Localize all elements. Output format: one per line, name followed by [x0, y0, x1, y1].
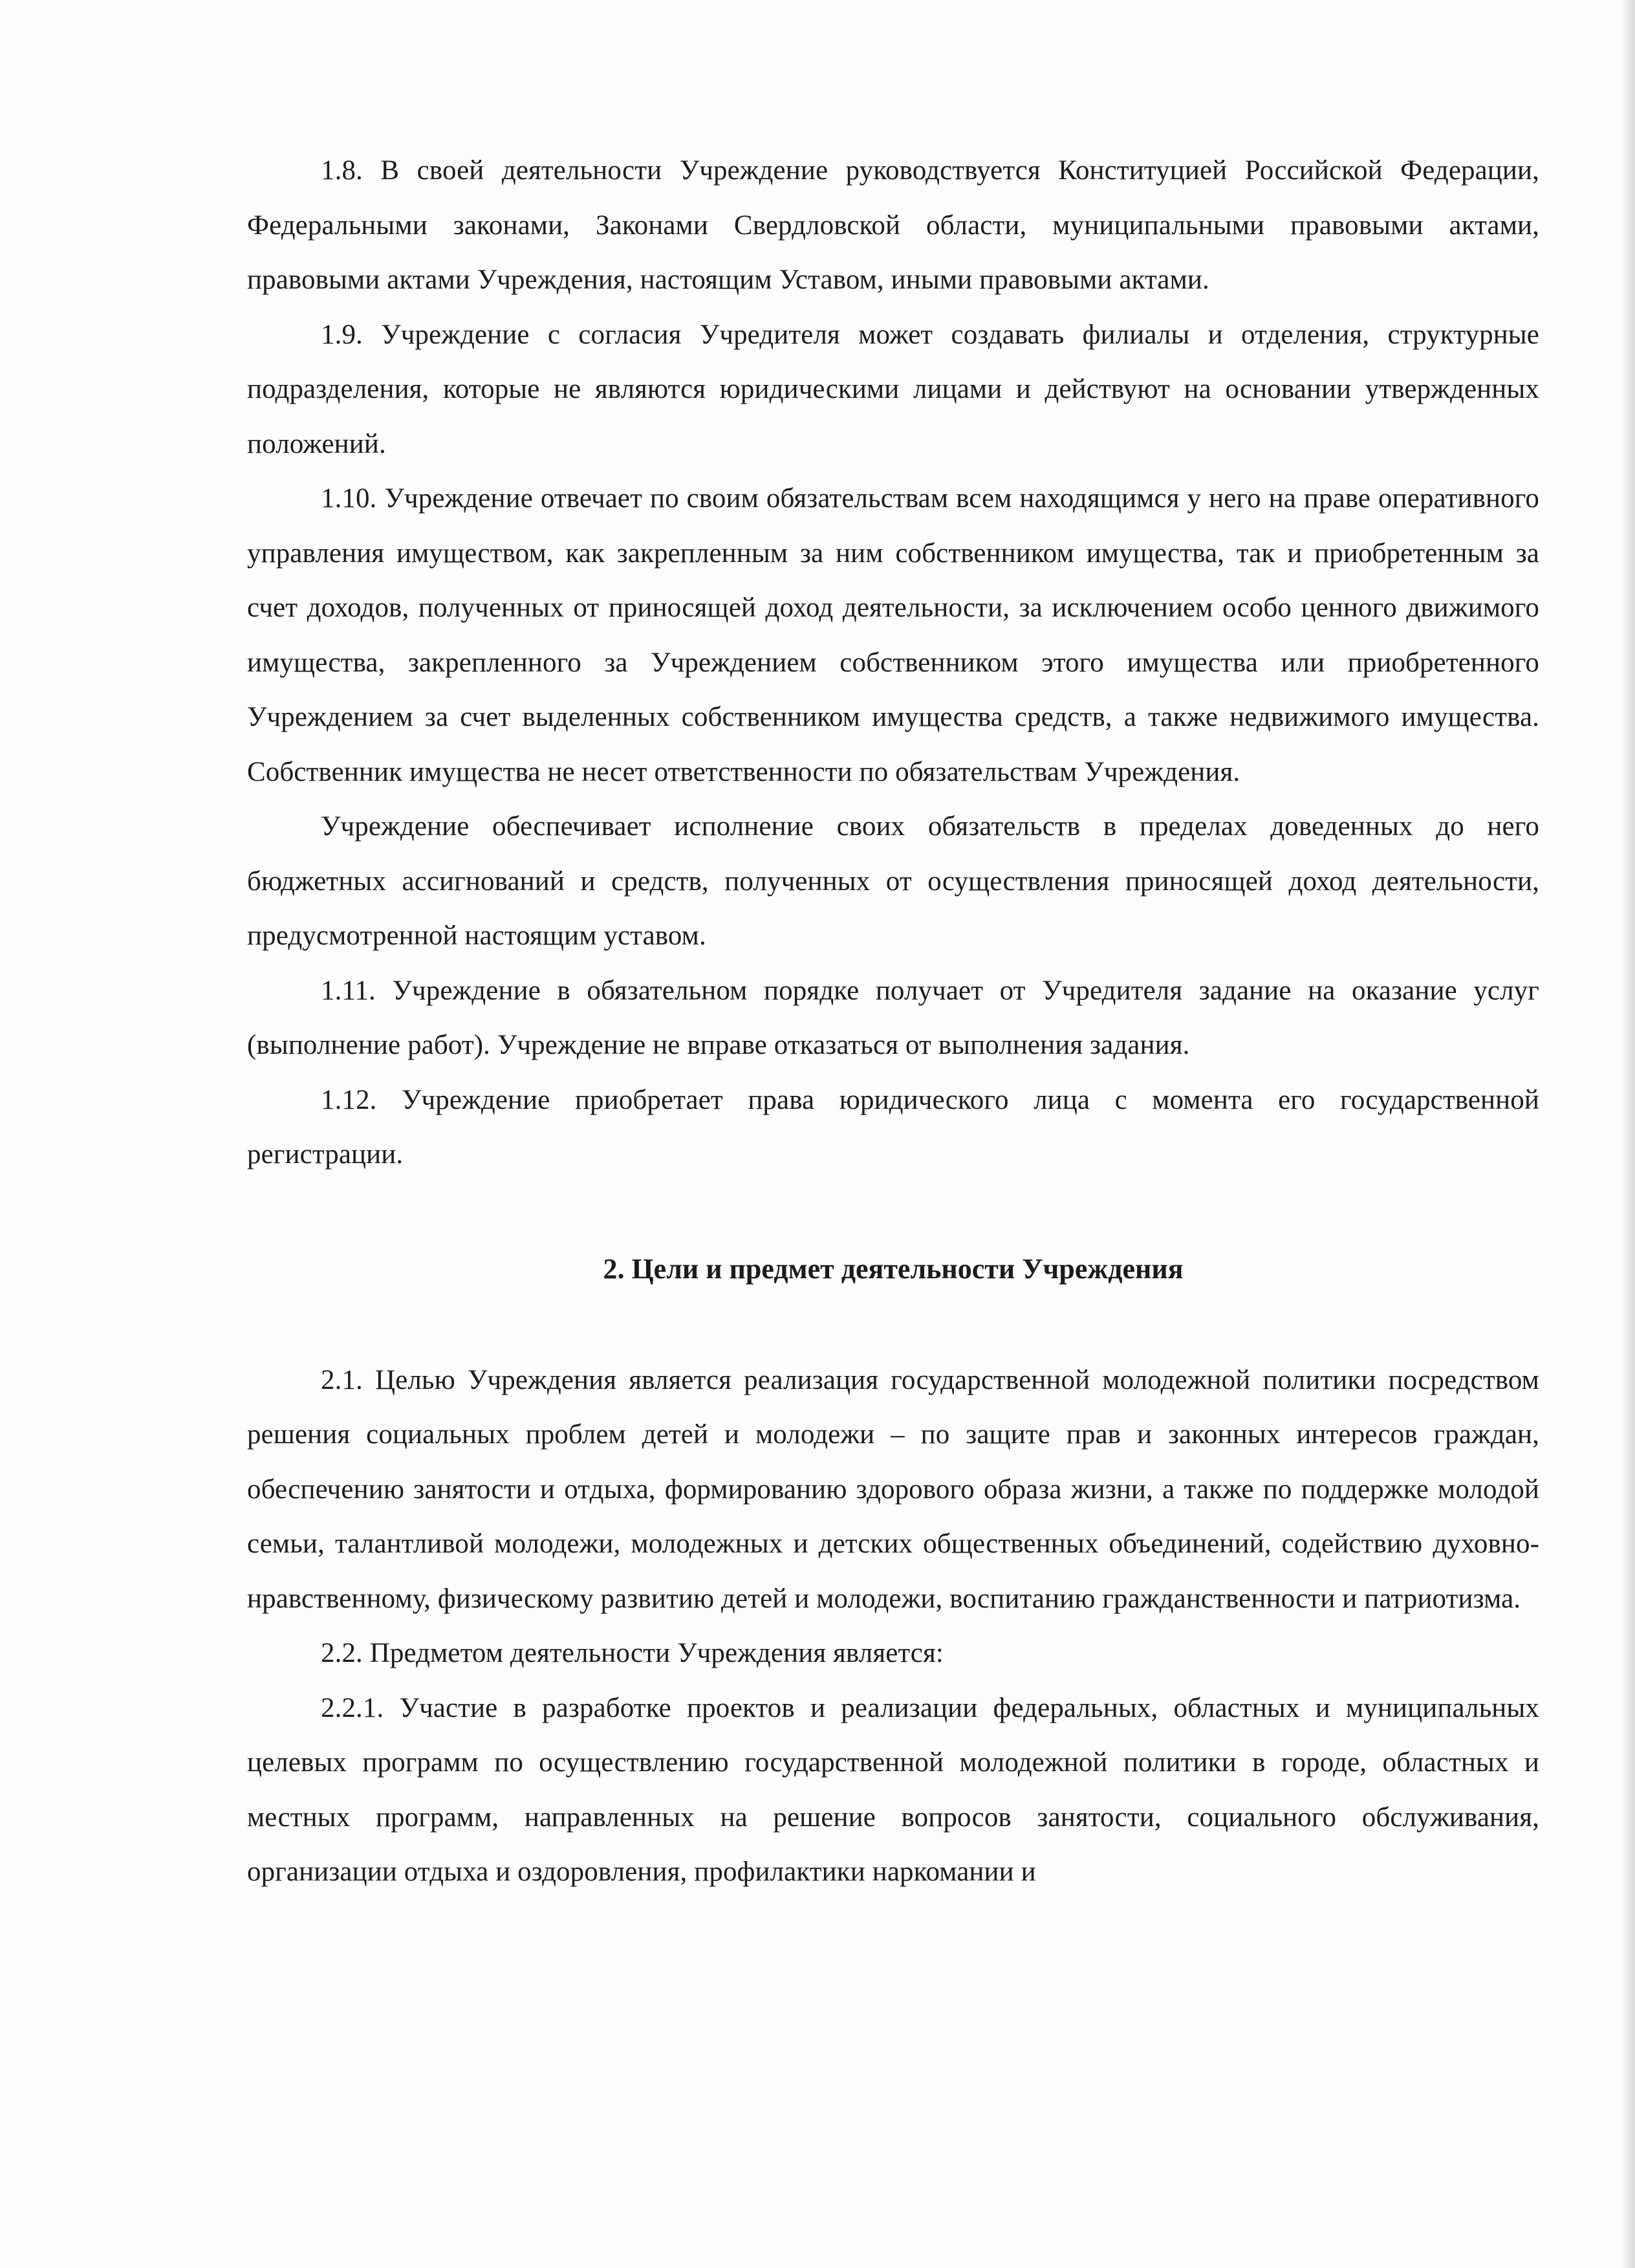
paragraph-1-8: 1.8. В своей деятельности Учреждение руководствуется Конституцией Российской Федерации, Федеральными законами, Законами Свердловской области, муниципальными правовыми актами, правовыми актами Учреждения, настоящим Уставом, иными правовыми актами.: [247, 155, 1539, 295]
paragraph-2-1: 2.1. Целью Учреждения является реализация государственной молодежной политики посредством решения социальных проблем детей и молодежи – по защите прав и законных интересов граждан, обеспечению занятости и отдыха, формированию здорового образа жизни, а также по поддержке молодой семьи, талантливой молодежи, молодежных и детских общественных объединений, содействию духовно-нравственному, физическому развитию детей и молодежи, воспитанию гражданственности и патриотизма.: [247, 1364, 1539, 1614]
paragraph-1-11: 1.11. Учреждение в обязательном порядке получает от Учредителя задание на оказание услуг (выполнение работ). Учреждение не вправе отказаться от выполнения задания.: [247, 975, 1539, 1060]
paragraph-1-9: 1.9. Учреждение с согласия Учредителя может создавать филиалы и отделения, структурные подразделения, которые не являются юридическими лицами и действуют на основании утвержденных положений.: [247, 319, 1539, 459]
paragraph-2-2: 2.2. Предметом деятельности Учреждения является:: [321, 1638, 944, 1668]
paragraph-1-12: 1.12. Учреждение приобретает права юридического лица с момента его государственной регистрации.: [247, 1084, 1539, 1170]
paragraph-1-10: 1.10. Учреждение отвечает по своим обязательствам всем находящимся у него на праве оперативного управления имуществом, как закрепленным за ним собственником имущества, так и приобретенным за счет доходов, полученных от приносящей доход деятельности, за исключением особо ценного движимого имущества, закрепленного за Учреждением собственником этого имущества или приобретенного Учреждением за счет выделенных собственником имущества средств, а также недвижимого имущества. Собственник имущества не несет ответственности по обязательствам Учреждения.: [247, 483, 1539, 787]
paragraph-obligations: Учреждение обеспечивает исполнение своих обязательств в пределах доведенных до него бюджетных ассигнований и средств, полученных от осуществления приносящей доход деятельности, предусмотренной настоящим уставом.: [247, 811, 1539, 951]
paragraph-2-2-1: 2.2.1. Участие в разработке проектов и реализации федеральных, областных и муниципальных целевых программ по осуществлению государственной молодежной политики в городе, областных и местных программ, направленных на решение вопросов занятости, социального обслуживания, организации отдыха и оздоровления, профилактики наркомании и: [247, 1692, 1539, 1887]
document-body: [247, 144, 1539, 1900]
scan-edge-shadow: [1621, 0, 1635, 2268]
section-heading: 2. Цели и предмет деятельности Учреждения: [603, 1252, 1184, 1285]
